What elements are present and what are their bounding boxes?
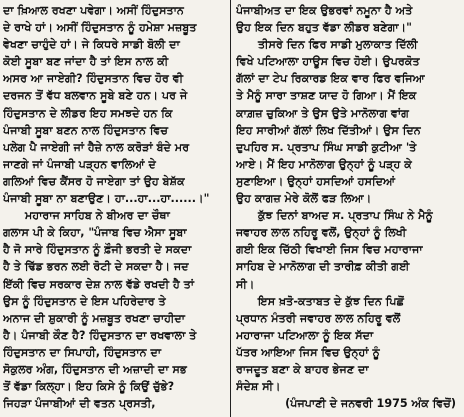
text-line: ਆਏ। ਮੈਂ ਇਹ ਮਾਨੋਲਾਗ ਉਨ੍ਹਾਂ ਨੂੰ ਪੜ੍ਹ ਕੇ: [236, 157, 412, 171]
text-line: ਉਸ ਨੂੰ ਹਿੰਦੁਸਤਾਨ ਦੇ ਇਸ ਪਹਿਰੇਦਾਰ ਤੇ: [3, 294, 166, 308]
text-line: ਰਾਜਦੂਤ ਬਣਾ ਕੇ ਬਾਹਰ ਭੇਜਣ ਦਾ: [236, 362, 369, 376]
text-line: ਅਨਾਜ ਦੀ ਸ਼ੁਕਾਰੀ ਨੂੰ ਮਜ਼ਬੂਤ ਰਖਣਾ ਚਾਹੀਦਾ: [3, 311, 186, 325]
text-line: ਜਵਾਹਰ ਲਾਲ ਨਹਿਰੂ ਵਲੋਂ, ਉਨ੍ਹਾਂ ਨੂੰ ਲਿਖੀ: [236, 226, 407, 240]
text-line: ਇਹ ਸਾਰੀਆਂ ਗੱਲਾਂ ਲਿਖ ਦਿੱਤੀਆਂ। ਉਸ ਦਿਨ: [236, 123, 421, 137]
text-line: ਹੈ। ਪੰਜਾਬੀ ਕੌਣ ਹੈ? ਹਿੰਦੁਸਤਾਨ ਦਾ ਰਖਵਾਲਾ ਤੇ: [3, 328, 197, 342]
text-line: ਸੰਦੇਸ਼ ਸੀ।: [236, 380, 281, 394]
text-line: ਪੰਜਾਬੀ ਸੂਬਾ ਨਾ ਬਣਾਉਣ। ਹਾ...ਹਾ...ਹਾ......।": [3, 192, 210, 206]
text-line: ਸੁਣਾਇਆ। ਉਨ੍ਹਾਂ ਹਸਦਿਆਂ ਹਸਦਿਆਂ: [236, 174, 396, 188]
column-divider: [230, 0, 231, 417]
text-line: ਦਾ ਖ਼ਿਆਲ ਰਖਣਾ ਪਵੇਗਾ। ਅਸੀਂ ਹਿੰਦੁਸਤਾਨ: [3, 4, 184, 17]
text-line: ਹੈ ਤੇ ਢਿੱਡ ਭਰਨ ਲਈ ਰੋਟੀ ਦੇ ਸਕਦਾ ਹੈ। ਜਦ: [3, 260, 189, 274]
text-line: ਸਾਹਿਬ ਦੇ ਮਾਨੋਲਾਗ ਦੀ ਤਾਰੀਫ਼ ਕੀਤੀ ਗਈ: [236, 260, 410, 274]
text-line: ਗਈ ਇਕ ਚਿੱਠੀ ਵਿਖਾਈ ਜਿਸ ਵਿਚ ਮਹਾਰਾਜਾ: [236, 243, 423, 257]
paragraph-start-line: ਇਸ ਖ਼ਤੋ-ਕਤਾਬਤ ਦੇ ਕੁੱਝ ਦਿਨ ਪਿਛੋਂ: [258, 294, 404, 308]
text-line: ਅਸਰ ਆ ਜਾਏਗੀ? ਹਿੰਦੁਸਤਾਨ ਵਿਚ ਹੋਰ ਵੀ: [3, 72, 184, 86]
text-line: ਜਾਣਗੇ ਜਾਂ ਪੰਜਾਬੀ ਪੜ੍ਹਨ ਵਾਲਿਆਂ ਦੇ: [3, 157, 156, 171]
text-line: ਉਹ ਇਕ ਦਿਨ ਬਹੁਤ ਵੱਡਾ ਲੀਡਰ ਬਣੇਗਾ।": [236, 21, 412, 35]
text-line: ਸੀ।: [236, 277, 255, 291]
text-line: ਜਿਹੜਾ ਪੰਜਾਬੀਆਂ ਦੀ ਵਤਨ ਪ੍ਰਸਤੀ,: [3, 397, 156, 411]
text-line: ਦਰਜਨ ਤੋਂ ਵੱਧ ਬਲਵਾਨ ਸੂਬੇ ਬਣੇ ਹਨ। ਪਰ ਜੇ: [3, 89, 188, 103]
text-line: ਪਲੇਗ ਪੈ ਜਾਏਗੀ ਜਾਂ ਹੈਜ਼ੇ ਨਾਲ ਕਰੋੜਾਂ ਬੰਦੇ ਮਰ: [3, 140, 190, 154]
text-line: ਦੁਪਹਿਰ ਸ. ਪ੍ਰਤਾਪ ਸਿੰਘ ਸਾਡੀ ਕੁਟੀਆ 'ਤੇ: [236, 140, 417, 154]
text-line: ਪੱਤਰ ਆਇਆ ਜਿਸ ਵਿਚ ਉਨ੍ਹਾਂ ਨੂੰ: [236, 345, 380, 359]
text-line: ਗਲਾਸ ਪੀ ਕੇ ਕਿਹਾ, "ਪੰਜਾਬ ਵਿਚ ਐਸਾ ਸੂਬਾ: [3, 226, 187, 240]
text-line: ਤੋਂ ਵੱਡਾ ਕਿਲ੍ਹਾ। ਇਹ ਕਿਸੇ ਨੂੰ ਕਿਉਂ ਚੁੱਭੇ?: [3, 380, 175, 394]
text-line: ਵਿਖੇ ਪਟਿਆਲਾ ਹਾਊਸ ਵਿਚ ਹੋਈ। ਉਪਰਕੋਤ: [236, 55, 420, 69]
text-line: ਵੇਖਣਾ ਚਾਹੁੰਦੇ ਹਾਂ। ਜੇ ਕਿਧਰੇ ਸਾਡੀ ਬੋਲੀ ਦਾ: [3, 38, 180, 52]
text-line: ਪ੍ਰਧਾਨ ਮੰਤਰੀ ਜਵਾਹਰ ਲਾਲ ਨਹਿਰੂ ਵਲੋਂ: [236, 311, 401, 325]
text-line: ਪੰਜਾਬੀ ਸੂਬਾ ਬਣਨ ਨਾਲ ਹਿੰਦੁਸਤਾਨ ਵਿਚ: [3, 123, 169, 137]
text-line: ਕਾਗ਼ਜ਼ ਚੁਕਿਆ ਤੇ ਉਸ ਉਤੇ ਮਾਨੋਲਾਗ ਵਾਂਗ: [236, 106, 409, 120]
text-line: ਹਿੰਦੁਸਤਾਨ ਦੇ ਲੀਡਰ ਇਹ ਸਮਝਦੇ ਹਨ ਕਿ: [3, 106, 173, 120]
text-line: ਗੱਲਾਂ ਦਾ ਟੇਪ ਰਿਕਾਰਡ ਇਕ ਵਾਰ ਫਿਰ ਵਜਿਆ: [236, 72, 425, 86]
text-line: ਪੰਜਾਬੀਅਤ ਦਾ ਇਕ ਉਭਰਵਾਂ ਨਮੂਨਾ ਹੈ ਅਤੇ: [236, 4, 413, 17]
right-column: [236, 2, 460, 414]
left-column: [3, 2, 227, 414]
text-line: ਤੇ ਮੈਨੂੰ ਸਾਰਾ ਤਾਸ਼ਣ ਯਾਦ ਹੋ ਗਿਆ। ਮੈਂ ਇਕ: [236, 89, 417, 103]
text-line: ਇੱਕੀ ਵਿਚ ਸਰਕਾਰ ਦੇਸ਼ ਨਾਲ ਵੱਡੇ ਰਖਦੀ ਹੈ ਤਾਂ: [3, 277, 195, 291]
paragraph-start-line: ਕੁੱਝ ਦਿਨਾਂ ਬਾਅਦ ਸ. ਪ੍ਰਤਾਪ ਸਿੰਘ ਨੇ ਮੈਨੂੰ: [258, 209, 433, 223]
text-line: ਸੋਕੁਲਰ ਅੰਗ, ਹਿੰਦੁਸਤਾਨ ਦੀ ਅਜ਼ਾਦੀ ਦਾ ਸਭ: [3, 362, 187, 376]
text-line: ਮਹਾਰਾਜਾ ਪਟਿਆਲਾ ਨੂੰ ਇਕ ਸੱਦਾ: [236, 328, 374, 342]
text-line: ਹੈ ਜੋ ਸਾਰੇ ਹਿੰਦੁਸਤਾਨ ਨੂੰ ਫ਼ੌਜੀ ਭਰਤੀ ਦੇ ਸਕਦਾ: [3, 243, 192, 257]
paragraph-start-line: ਮਹਾਰਾਜ ਸਾਹਿਬ ਨੇ ਬੀਅਰ ਦਾ ਚੌਥਾ: [25, 209, 170, 223]
text-line: ਉਹ ਕਾਗਜ਼ ਮੇਰੇ ਕੋਲੋਂ ਫੜ ਲਿਆ।: [236, 192, 372, 206]
text-line: ਗਲਿਆਂ ਵਿਚ ਕੈਂਸਰ ਹੋ ਜਾਏਗਾ ਤਾਂ ਉਹ ਬੇਸ਼ੱਕ: [3, 174, 185, 188]
text-line: ਦੇ ਰਾਖੇ ਹਾਂ। ਅਸੀਂ ਹਿੰਦੁਸਤਾਨ ਨੂੰ ਹਮੇਸ਼ਾ ਮਜ਼ਬੂਤ: [3, 21, 197, 35]
text-line: ਹਿੰਦੁਸਤਾਨ ਦਾ ਸਿਪਾਹੀ, ਹਿੰਦੁਸਤਾਨ ਦਾ: [3, 345, 162, 359]
source-citation: (ਪੰਜਪਾਣੀ ਦੇ ਜਨਵਰੀ 1975 ਅੰਕ ਵਿਚੋਂ): [285, 397, 456, 411]
text-line: ਕੋਈ ਸੂਬਾ ਬਣ ਜਾਂਦਾ ਹੈ ਤਾਂ ਇਸ ਨਾਲ ਕੀ: [3, 55, 169, 69]
paragraph-start-line: ਤੀਸਰੇ ਦਿਨ ਫਿਰ ਸਾਡੀ ਮੁਲਾਕਾਤ ਦਿੱਲੀ: [258, 38, 418, 52]
